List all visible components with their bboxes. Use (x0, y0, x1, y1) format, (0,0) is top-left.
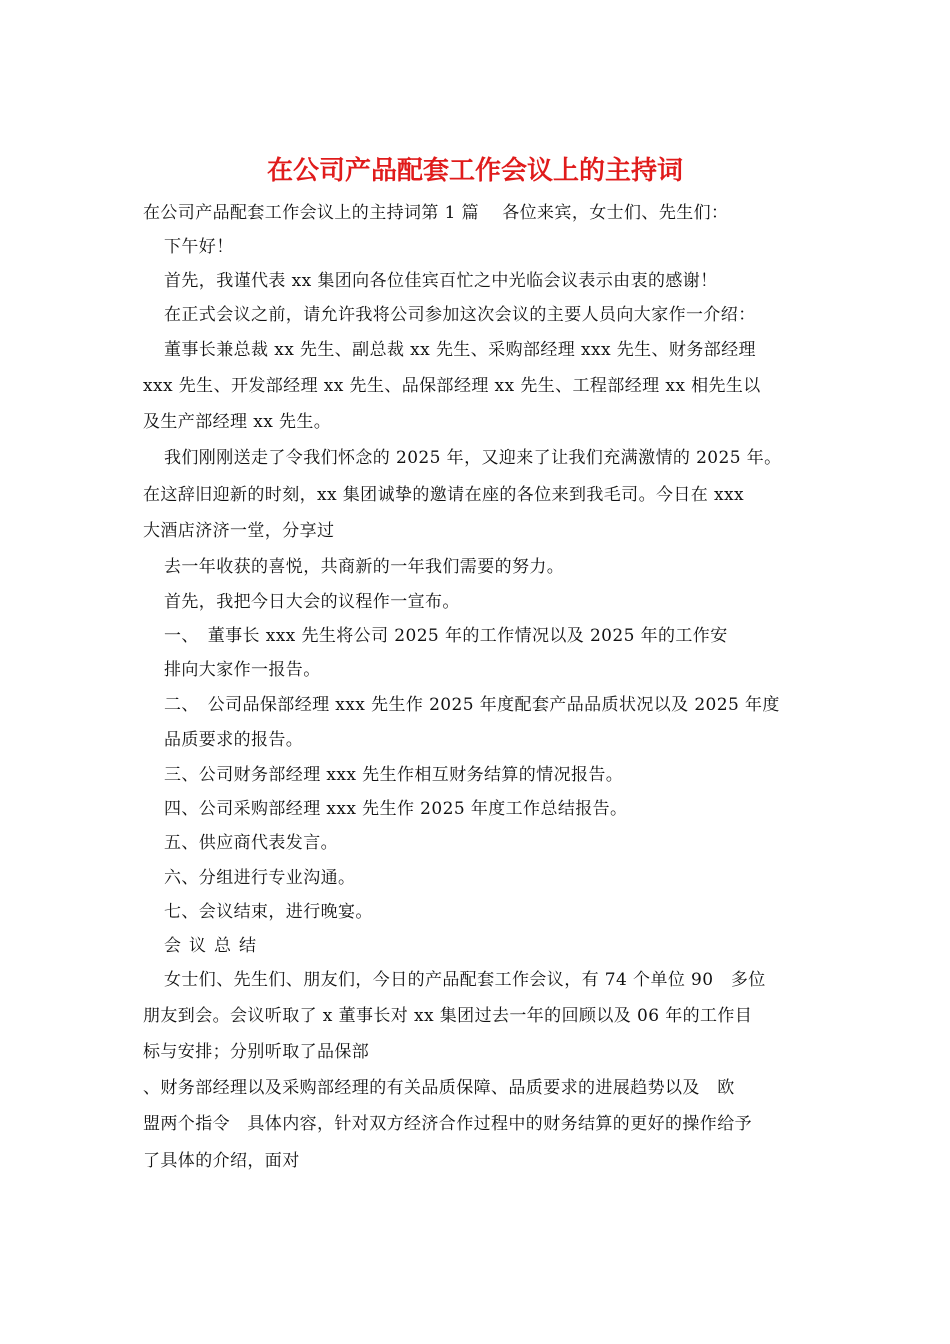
text-line: 朋友到会。会议听取了 x 董事长对 xx 集团过去一年的回顾以及 06 年的工作目 (143, 1006, 753, 1026)
text-line: 去一年收获的喜悦，共商新的一年我们需要的努力。 (164, 557, 565, 577)
text-line: xxx 先生、开发部经理 xx 先生、品保部经理 xx 先生、工程部经理 xx 相先生以 (143, 376, 761, 396)
agenda-item-1: 一、 董事长 xxx 先生将公司 2025 年的工作情况以及 2025 年的工作安 (164, 626, 728, 646)
text-line: 大酒店济济一堂，分享过 (143, 521, 335, 541)
text-line: 首先，我把今日大会的议程作一宣布。 (164, 592, 460, 612)
text-line: 在这辞旧迎新的时刻，xx 集团诚挚的邀请在座的各位来到我毛司。今日在 xxx (143, 485, 744, 505)
agenda-item-5: 五、供应商代表发言。 (164, 833, 338, 853)
text-line: 在正式会议之前，请允许我将公司参加这次会议的主要人员向大家作一介绍： (164, 305, 756, 325)
text-line: 及生产部经理 xx 先生。 (143, 412, 332, 432)
text-line: 下午好！ (164, 237, 234, 257)
text-line: 董事长兼总裁 xx 先生、副总裁 xx 先生、采购部经理 xxx 先生、财务部经理 (164, 340, 756, 360)
text-line: 女士们、先生们、朋友们，今日的产品配套工作会议，有 74 个单位 90 多位 (164, 970, 766, 990)
agenda-item-1-cont: 排向大家作一报告。 (164, 660, 321, 680)
agenda-item-7: 七、会议结束，进行晚宴。 (164, 902, 373, 922)
agenda-item-4: 四、公司采购部经理 xxx 先生作 2025 年度工作总结报告。 (164, 799, 628, 819)
agenda-item-2: 二、 公司品保部经理 xxx 先生作 2025 年度配套产品品质状况以及 2025 年度 (164, 695, 780, 715)
agenda-item-6: 六、分组进行专业沟通。 (164, 868, 356, 888)
document-title: 在公司产品配套工作会议上的主持词 (266, 156, 683, 186)
text-line: 我们刚刚送走了令我们怀念的 2025 年，又迎来了让我们充满激情的 2025 年。 (164, 448, 782, 468)
text-line: 在公司产品配套工作会议上的主持词第 1 篇 各位来宾，女士们、先生们： (143, 203, 729, 223)
text-line: 盟两个指令 具体内容，针对双方经济合作过程中的财务结算的更好的操作给予 (143, 1114, 752, 1134)
agenda-item-2-cont: 品质要求的报告。 (164, 730, 304, 750)
section-heading: 会议总结 (164, 936, 264, 956)
text-line: 首先，我谨代表 xx 集团向各位佳宾百忙之中光临会议表示由衷的感谢！ (164, 271, 718, 291)
text-line: 了具体的介绍，面对 (143, 1151, 300, 1171)
agenda-item-3: 三、公司财务部经理 xxx 先生作相互财务结算的情况报告。 (164, 765, 624, 785)
text-line: 标与安排；分别听取了品保部 (143, 1042, 370, 1062)
text-line: 、财务部经理以及采购部经理的有关品质保障、品质要求的进展趋势以及 欧 (143, 1078, 735, 1098)
